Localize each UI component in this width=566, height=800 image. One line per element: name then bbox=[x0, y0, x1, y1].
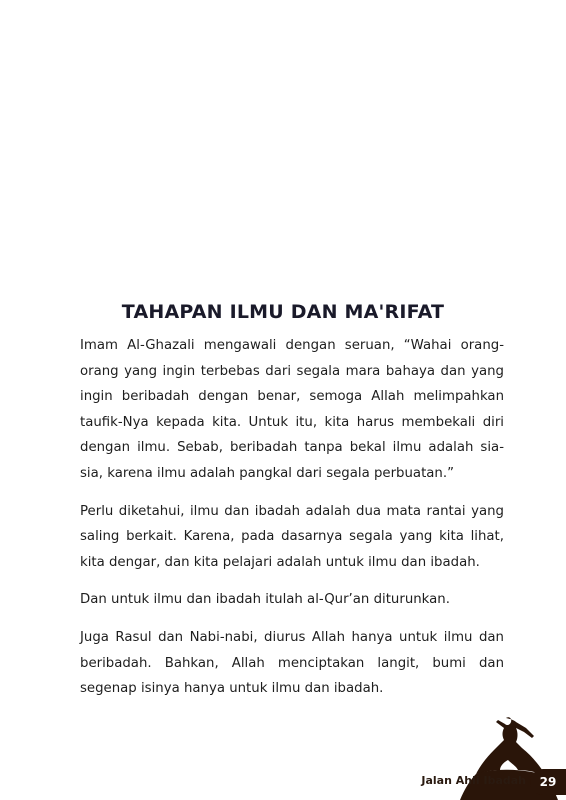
paragraph-1: Imam Al-Ghazali mengawali dengan seruan, “Wahai orang-orang yang ingin terbebas dari segala mara bahaya dan yang ingin beribadah dengan benar, semoga Allah melimpahkan taufik-Nya kepada kita. Untuk itu, kita harus membekali diri dengan ilmu. Sebab, beribadah tanpa bekal ilmu adalah sia-sia, karena ilmu adalah pangkal dari segala perbuatan.” bbox=[80, 338, 504, 481]
paragraph-3: Dan untuk ilmu dan ibadah itulah al-Qur’an diturunkan. bbox=[80, 592, 450, 608]
paragraph-4: Juga Rasul dan Nabi-nabi, diurus Allah hanya untuk ilmu dan beribadah. Bahkan, Allah menciptakan langit, bumi dan segenap isinya hanya untuk ilmu dan ibadah. bbox=[80, 629, 504, 697]
page-number: 29 bbox=[530, 769, 566, 795]
book-title-footer: Jalan Ahli Ibadah bbox=[421, 774, 526, 787]
body-text bbox=[80, 333, 504, 714]
chapter-heading: TAHAPAN ILMU DAN MA'RIFAT bbox=[121, 300, 445, 323]
paragraph-2: Perlu diketahui, ilmu dan ibadah adalah dua mata rantai yang saling berkait. Karena, pada dasarnya segala yang kita lihat, kita dengar, dan kita pelajari adalah untuk ilmu dan ibadah. bbox=[80, 503, 504, 570]
